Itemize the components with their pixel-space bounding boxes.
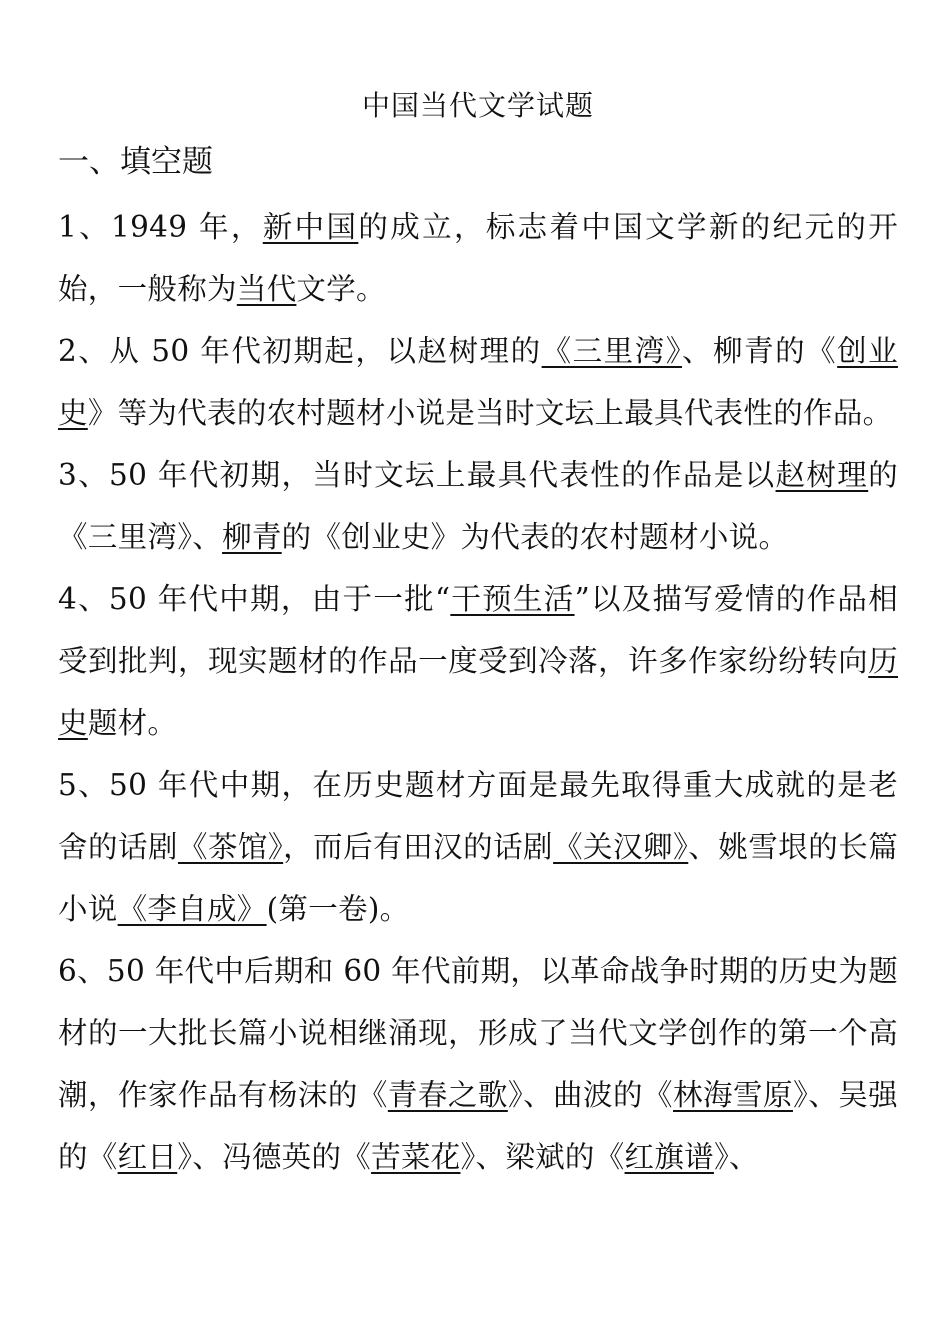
answer-blank: 苦菜花 (371, 1140, 461, 1174)
answer-blank: 创业史 (58, 334, 898, 430)
question-text: 5、50 年代中期，在历史题材方面是最先取得重大成就的是老舍的话剧 (58, 768, 898, 864)
question-text: 》、 (713, 1140, 759, 1174)
question-item (58, 754, 898, 940)
answer-blank: 柳青 (222, 520, 282, 554)
answer-blank: 红日 (117, 1140, 178, 1174)
question-text: 文学。 (296, 272, 386, 306)
question-item (58, 196, 898, 320)
question-text: 、姚雪垠的长篇小说 (58, 830, 898, 926)
question-text: ”以及描写爱情的作品相受到批判，现实题材的作品一度受到冷落，许多作家纷纷转向 (58, 582, 898, 678)
answer-blank: 《茶馆》 (177, 830, 284, 864)
document-title: 中国当代文学试题 (361, 89, 594, 122)
question-text: 的《三里湾》、 (58, 458, 899, 554)
question-text: 题材。 (87, 706, 178, 740)
answer-blank: 赵树理 (775, 458, 869, 492)
answer-blank: 青春之歌 (387, 1078, 508, 1112)
question-text: 1、1949 年， (58, 210, 263, 244)
answer-blank: 新中国 (262, 210, 359, 244)
question-list (58, 196, 898, 1188)
question-text: ，而后有田汉的话剧 (283, 830, 554, 864)
question-item (58, 444, 898, 568)
answer-blank: 《三里湾》 (541, 334, 682, 368)
question-text: 4、50 年代中期，由于一批“ (58, 582, 451, 616)
question-text: 的《创业史》为代表的农村题材小说。 (281, 520, 789, 554)
question-text: 》、冯德英的《 (177, 1140, 372, 1174)
question-text: 》、梁斌的《 (460, 1140, 625, 1174)
answer-blank: 干预生活 (450, 582, 575, 616)
question-item (58, 568, 898, 754)
question-text: 》等为代表的农村题材小说是当时文坛上最具代表性的作品。 (87, 396, 893, 430)
question-text: 》、吴强的《 (58, 1078, 898, 1174)
question-text: 》、曲波的《 (507, 1078, 674, 1112)
question-text: 的成立，标志着中国文学新的纪元的开始，一般称为 (58, 210, 899, 306)
question-text: (第一卷)。 (266, 892, 410, 926)
section-heading: 一、填空题 (58, 144, 213, 180)
question-item (58, 940, 898, 1188)
question-text: 2、从 50 年代初期起，以赵树理的 (58, 334, 542, 368)
answer-blank: 林海雪原 (673, 1078, 793, 1112)
answer-blank: 历史 (58, 644, 898, 740)
question-text: 、柳青的《 (682, 334, 838, 368)
answer-blank: 当代 (236, 272, 297, 306)
answer-blank: 《关汉卿》 (553, 830, 689, 864)
question-text: 6、50 年代中后期和 60 年代前期，以革命战争时期的历史为题材的一大批长篇小说相继涌现，形成了当代文学创作的第一个高潮，作家作品有杨沫的《 (58, 954, 898, 1112)
question-item (58, 320, 898, 444)
answer-blank: 红旗谱 (624, 1140, 714, 1174)
answer-blank: 《李自成》 (117, 892, 267, 926)
question-text: 3、50 年代初期，当时文坛上最具代表性的作品是以 (58, 458, 776, 492)
